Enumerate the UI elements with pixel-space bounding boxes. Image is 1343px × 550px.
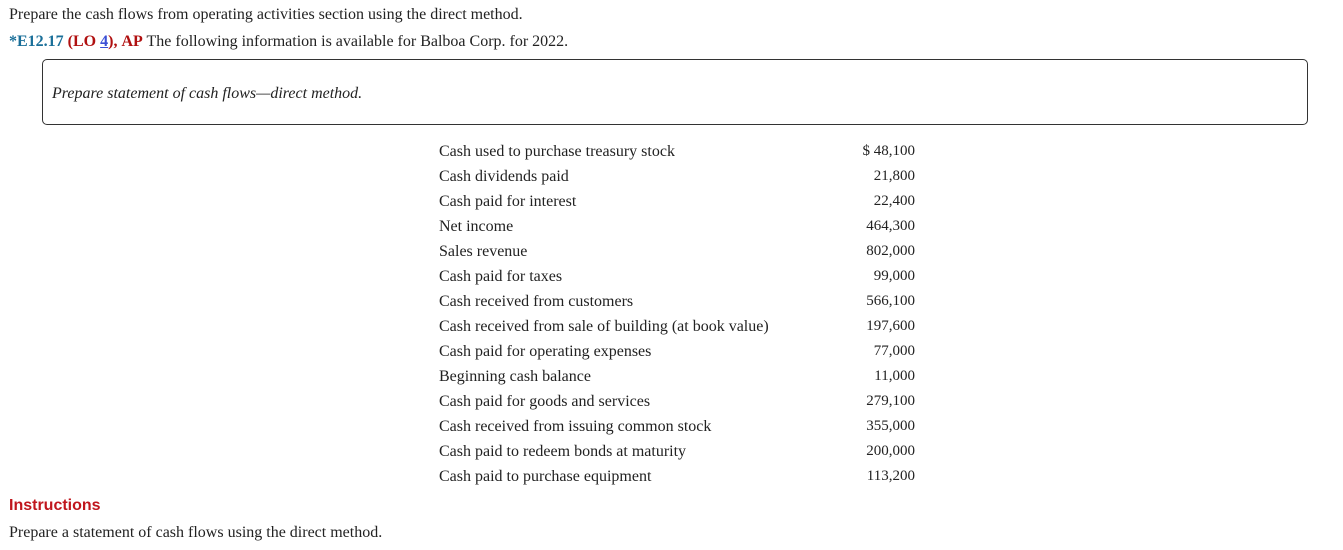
- item-value: 11,000: [874, 368, 915, 384]
- task-box: [42, 59, 1308, 125]
- learning-objective-open: (LO: [67, 33, 101, 50]
- item-label: Cash paid to redeem bonds at maturity: [439, 443, 687, 460]
- item-label: Cash received from customers: [439, 293, 634, 310]
- item-label: Cash dividends paid: [439, 168, 569, 185]
- exercise-code: *E12.17: [9, 33, 64, 50]
- table-row: [439, 139, 915, 164]
- exercise-header: [9, 32, 568, 52]
- item-label: Cash paid to purchase equipment: [439, 468, 652, 485]
- item-label: Cash received from sale of building (at book value): [439, 318, 769, 335]
- table-row: [439, 414, 915, 439]
- item-value: 21,800: [873, 168, 915, 184]
- item-label: Beginning cash balance: [439, 368, 591, 385]
- ap-tag: AP: [121, 33, 143, 50]
- table-row: [439, 189, 915, 214]
- table-row: [439, 214, 915, 239]
- table-row: [439, 339, 915, 364]
- intro-text: Prepare the cash flows from operating activities section using the direct method.: [9, 6, 523, 23]
- item-label: Net income: [439, 218, 514, 235]
- exercise-description: The following information is available for Balboa Corp. for 2022.: [146, 33, 569, 50]
- item-value: 77,000: [873, 343, 915, 359]
- table-row: [439, 314, 915, 339]
- table-row: [439, 164, 915, 189]
- item-value: 279,100: [866, 393, 915, 409]
- item-value: 22,400: [873, 193, 915, 209]
- item-value: 566,100: [866, 293, 915, 309]
- task-title: Prepare statement of cash flows—direct method.: [52, 85, 363, 102]
- cash-flow-data-table: [439, 139, 915, 489]
- item-label: Cash paid for interest: [439, 193, 577, 210]
- item-value: 802,000: [866, 243, 915, 259]
- instructions-heading: Instructions: [9, 497, 101, 514]
- item-value: $ 48,100: [862, 143, 915, 159]
- item-value: 113,200: [866, 468, 915, 484]
- item-label: Sales revenue: [439, 243, 528, 260]
- table-row: [439, 464, 915, 489]
- item-label: Cash paid for goods and services: [439, 393, 651, 410]
- learning-objective: [68, 33, 118, 50]
- table-row: [439, 239, 915, 264]
- table-row: [439, 364, 915, 389]
- item-value: 464,300: [866, 218, 915, 234]
- item-label: Cash received from issuing common stock: [439, 418, 712, 435]
- learning-objective-close: ),: [108, 33, 118, 50]
- instructions-text: Prepare a statement of cash flows using the direct method.: [9, 524, 383, 541]
- item-label: Cash paid for taxes: [439, 268, 563, 285]
- item-value: 99,000: [873, 268, 915, 284]
- item-value: 200,000: [866, 443, 915, 459]
- item-value: 355,000: [866, 418, 915, 434]
- item-value: 197,600: [866, 318, 915, 334]
- table-row: [439, 389, 915, 414]
- item-label: Cash used to purchase treasury stock: [439, 143, 675, 160]
- item-label: Cash paid for operating expenses: [439, 343, 652, 360]
- table-row: [439, 439, 915, 464]
- learning-objective-link[interactable]: 4: [100, 33, 109, 50]
- table-row: [439, 289, 915, 314]
- table-row: [439, 264, 915, 289]
